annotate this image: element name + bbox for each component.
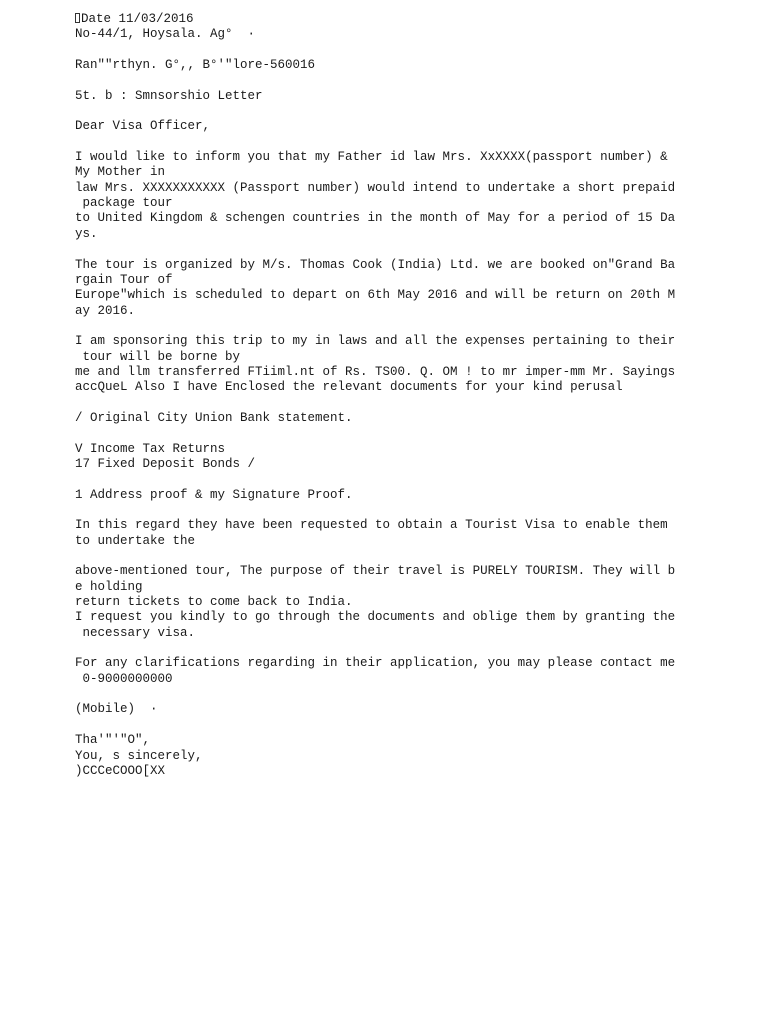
letter-date: Date 11/03/2016 — [81, 12, 194, 26]
paragraph-line: necessary visa. — [75, 625, 196, 640]
paragraph-line: tour will be borne by — [75, 349, 241, 364]
paragraph-line: The tour is organized by M/s. Thomas Cook (India) Ltd. we are booked on"Grand Ba — [75, 257, 676, 272]
paragraph-line: me and llm transferred FTiiml.nt of Rs. TS00. Q. OM ! to mr imper-mm Mr. Sayings — [75, 364, 676, 379]
paragraph-line: above-mentioned tour, The purpose of their travel is PURELY TOURISM. They will b — [75, 564, 676, 579]
letter-page — [75, 12, 715, 779]
paragraph-line: e holding — [75, 579, 143, 594]
enclosed-document-item: / Original City Union Bank statement. — [75, 410, 353, 425]
sender-address-line-1: No-44/1, Hoysala. Ag° · — [75, 27, 256, 42]
paragraph-line: rgain Tour of — [75, 272, 173, 287]
paragraph-sponsorship — [75, 334, 715, 395]
paragraph-line: ay 2016. — [75, 303, 136, 318]
paragraph-line: package tour — [75, 196, 173, 211]
paragraph-line: For any clarifications regarding in their application, you may please contact me — [75, 656, 676, 671]
mobile-label: (Mobile) · — [75, 702, 158, 717]
paragraph-contact — [75, 656, 715, 687]
paragraph-visa-request — [75, 518, 715, 549]
enclosed-document-item: 1 Address proof & my Signature Proof. — [75, 487, 353, 502]
closing-sincerely: You, s sincerely, — [75, 748, 203, 763]
signature-name: )CCCeCOOO[XX — [75, 763, 166, 778]
paragraph-line: to undertake the — [75, 533, 196, 548]
paragraph-purpose — [75, 564, 715, 641]
letter-salutation: Dear Visa Officer, — [75, 119, 211, 134]
paragraph-line: I am sponsoring this trip to my in laws and all the expenses pertaining to their — [75, 334, 676, 349]
paragraph-line: to United Kingdom & schengen countries in the month of May for a period of 15 Da — [75, 211, 676, 226]
paragraph-line: My Mother in — [75, 165, 166, 180]
letter-subject: 5t. b : Smnsorshio Letter — [75, 88, 263, 103]
enclosed-document-item: 17 Fixed Deposit Bonds / — [75, 456, 256, 471]
paragraph-line: I would like to inform you that my Father id law Mrs. XxXXXX(passport number) & — [75, 150, 668, 165]
paragraph-line: In this regard they have been requested to obtain a Tourist Visa to enable them — [75, 518, 668, 533]
letter-date-line — [75, 12, 715, 27]
paragraph-line: law Mrs. XXXXXXXXXXX (Passport number) would intend to undertake a short prepaid — [75, 180, 676, 195]
missing-glyph-icon — [75, 13, 80, 23]
paragraph-line: I request you kindly to go through the documents and oblige them by granting the — [75, 610, 676, 625]
paragraph-travellers — [75, 150, 715, 242]
enclosed-document-item: V Income Tax Returns — [75, 441, 226, 456]
closing-thanks: Tha'"'"O", — [75, 733, 151, 748]
paragraph-line: return tickets to come back to India. — [75, 595, 353, 610]
paragraph-line: Europe"which is scheduled to depart on 6th May 2016 and will be return on 20th M — [75, 288, 676, 303]
sender-address-line-2: Ran""rthyn. G°,, B°'"lore-560016 — [75, 58, 316, 73]
paragraph-line: accQueL Also I have Enclosed the relevant documents for your kind perusal — [75, 380, 623, 395]
paragraph-tour-details — [75, 258, 715, 319]
paragraph-line: 0-9000000000 — [75, 671, 173, 686]
paragraph-line: ys. — [75, 226, 98, 241]
